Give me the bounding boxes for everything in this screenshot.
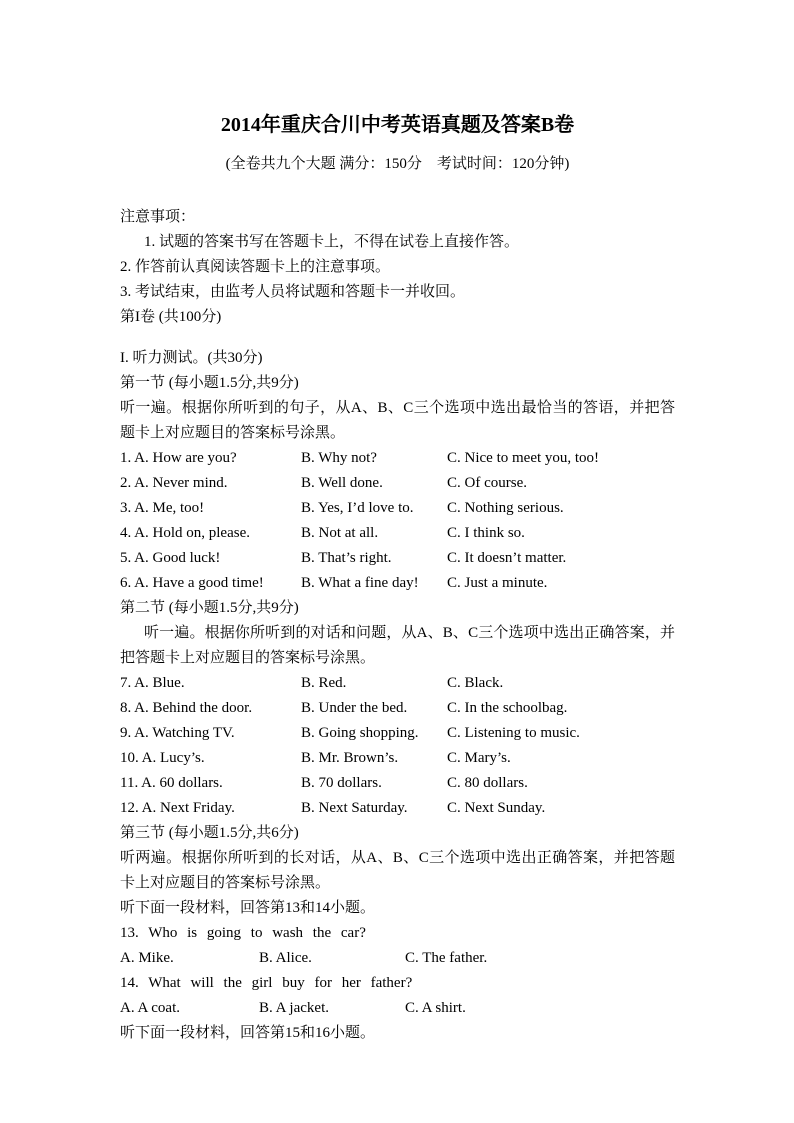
option-text: 4. A. Hold on, please.: [120, 525, 250, 541]
option-text: C. It doesn’t matter.: [447, 550, 567, 566]
options-row: [120, 496, 675, 521]
option-text: B. That’s right.: [301, 550, 392, 566]
text-line: 听下面一段材料，回答第13和14小题。: [120, 900, 376, 916]
option-text: B. A jacket.: [259, 1000, 329, 1016]
option-text: B. Well done.: [301, 475, 383, 491]
option-text: 2. A. Never mind.: [120, 475, 228, 491]
option-text: B. Not at all.: [301, 525, 379, 541]
option-text: 5. A. Good luck!: [120, 550, 221, 566]
option-text: B. Going shopping.: [301, 725, 419, 741]
option-text: B. Red.: [301, 675, 347, 691]
option-text: C. Mary’s.: [447, 750, 511, 766]
option-text: B. 70 dollars.: [301, 775, 382, 791]
option-text: B. What a fine day!: [301, 575, 419, 591]
options-row: [120, 446, 675, 471]
option-text: 12. A. Next Friday.: [120, 800, 235, 816]
text-line: 第I卷 (共100分): [120, 309, 222, 325]
option-text: 7. A. Blue.: [120, 675, 185, 691]
option-text: B. Yes, I’d love to.: [301, 500, 414, 516]
options-row: [120, 946, 675, 971]
text-line: 1. 试题的答案书写在答题卡上，不得在试卷上直接作答。: [144, 234, 520, 250]
text-line: 听一遍。根据你所听到的句子，从A、B、C三个选项中选出最恰当的答语，并把答题卡上对应题目的答案标号涂黑。: [120, 400, 675, 441]
option-text: 3. A. Me, too!: [120, 500, 205, 516]
option-text: B. Next Saturday.: [301, 800, 408, 816]
option-text: C. In the schoolbag.: [447, 700, 568, 716]
text-line: 2. 作答前认真阅读答题卡上的注意事项。: [120, 259, 391, 275]
document-subtitle: (全卷共九个大题 满分：150分 考试时间：120分钟): [225, 156, 570, 172]
options-row: [120, 746, 675, 771]
text-line: 第一节 (每小题1.5分,共9分): [120, 375, 299, 391]
option-text: B. Why not?: [301, 450, 377, 466]
blank-line: [120, 330, 675, 346]
option-text: 9. A. Watching TV.: [120, 725, 235, 741]
options-row: [120, 721, 675, 746]
options-row: [120, 771, 675, 796]
option-text: C. Next Sunday.: [447, 800, 546, 816]
option-text: B. Alice.: [259, 950, 312, 966]
option-text: C. A shirt.: [405, 1000, 466, 1016]
option-text: C. Nothing serious.: [447, 500, 564, 516]
option-text: C. 80 dollars.: [447, 775, 528, 791]
text-line: 14. What will the girl buy for her father?: [120, 975, 413, 991]
options-row: [120, 546, 675, 571]
option-text: C. Nice to meet you, too!: [447, 450, 600, 466]
options-row: [120, 521, 675, 546]
option-text: A. A coat.: [120, 1000, 180, 1016]
option-text: C. Just a minute.: [447, 575, 548, 591]
option-text: B. Under the bed.: [301, 700, 408, 716]
options-row: [120, 471, 675, 496]
option-text: C. Black.: [447, 675, 504, 691]
text-line: 第二节 (每小题1.5分,共9分): [120, 600, 299, 616]
option-text: B. Mr. Brown’s.: [301, 750, 399, 766]
option-text: C. Of course.: [447, 475, 527, 491]
options-row: [120, 571, 675, 596]
document-body: [120, 205, 675, 1046]
option-text: C. The father.: [405, 950, 488, 966]
options-row: [120, 796, 675, 821]
options-row: [120, 996, 675, 1021]
text-line: 注意事项：: [120, 209, 196, 225]
option-text: 6. A. Have a good time!: [120, 575, 264, 591]
text-line: I. 听力测试。(共30分): [120, 350, 263, 366]
text-line: 第三节 (每小题1.5分,共6分): [120, 825, 299, 841]
text-line: 3. 考试结束，由监考人员将试题和答题卡一并收回。: [120, 284, 466, 300]
option-text: 1. A. How are you?: [120, 450, 237, 466]
document-title: 2014年重庆合川中考英语真题及答案B卷: [220, 114, 575, 136]
text-line: 听下面一段材料，回答第15和16小题。: [120, 1025, 376, 1041]
option-text: 8. A. Behind the door.: [120, 700, 253, 716]
option-text: A. Mike.: [120, 950, 174, 966]
option-text: C. I think so.: [447, 525, 525, 541]
option-text: 11. A. 60 dollars.: [120, 775, 223, 791]
options-row: [120, 671, 675, 696]
option-text: 10. A. Lucy’s.: [120, 750, 205, 766]
options-row: [120, 696, 675, 721]
option-text: C. Listening to music.: [447, 725, 580, 741]
text-line: 13. Who is going to wash the car?: [120, 925, 366, 941]
text-line: 听两遍。根据你所听到的长对话，从A、B、C三个选项中选出正确答案，并把答题卡上对应题目的答案标号涂黑。: [120, 850, 675, 891]
text-line: 听一遍。根据你所听到的对话和问题，从A、B、C三个选项中选出正确答案，并把答题卡上对应题目的答案标号涂黑。: [120, 625, 675, 666]
